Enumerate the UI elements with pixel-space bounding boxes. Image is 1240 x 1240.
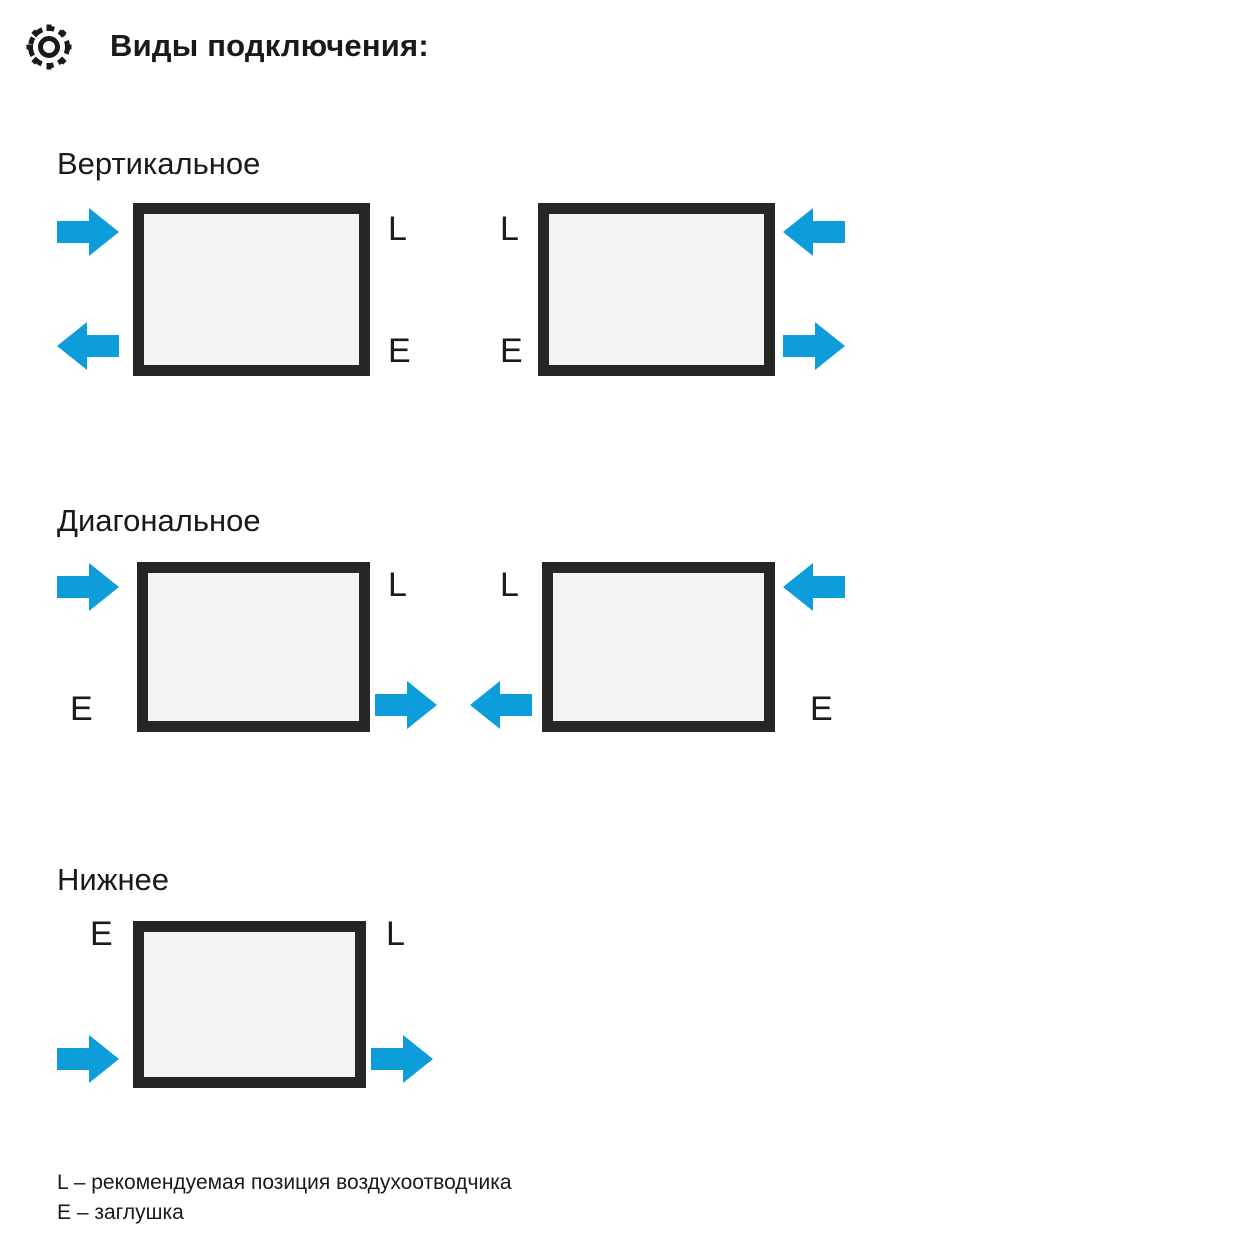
section-title-bottom: Нижнее <box>57 862 170 897</box>
arrow-outflow-diagonal-right-bottom <box>470 681 532 729</box>
marker-vertical-right-bottom: E <box>500 332 523 370</box>
arrow-outflow-vertical-right-bottom <box>783 322 845 370</box>
legend <box>57 1168 512 1228</box>
arrow-inflow-vertical-right-top <box>783 208 845 256</box>
legend-line-air-vent: L – рекомендуемая позиция воздухоотводчика <box>57 1171 512 1194</box>
radiator-vertical-right <box>538 203 775 376</box>
marker-diagonal-right-top: L <box>500 566 519 604</box>
radiator-vertical-left <box>133 203 370 376</box>
marker-vertical-left-bottom: E <box>388 332 411 370</box>
radiator-bottom-single <box>133 921 366 1088</box>
radiator-diagonal-left <box>137 562 370 732</box>
marker-vertical-left-top: L <box>388 210 407 248</box>
arrow-outflow-bottom-right <box>371 1035 433 1083</box>
marker-vertical-right-top: L <box>500 210 519 248</box>
header <box>0 0 1240 96</box>
arrow-inflow-bottom-left <box>57 1035 119 1083</box>
marker-bottom-left: E <box>90 915 113 953</box>
section-title-diagonal: Диагональное <box>57 503 261 538</box>
marker-bottom-right: L <box>386 915 405 953</box>
section-title-vertical: Вертикальное <box>57 146 261 181</box>
arrow-inflow-diagonal-right-top <box>783 563 845 611</box>
gear-icon <box>22 20 76 74</box>
legend-line-plug: E – заглушка <box>57 1201 184 1224</box>
page-title: Виды подключения: <box>110 28 429 63</box>
arrow-outflow-vertical-left-bottom <box>57 322 119 370</box>
arrow-inflow-diagonal-left-top <box>57 563 119 611</box>
radiator-diagonal-right <box>542 562 775 732</box>
marker-diagonal-right-bottom: E <box>810 690 833 728</box>
marker-diagonal-left-bottom: E <box>70 690 93 728</box>
arrow-inflow-vertical-left-top <box>57 208 119 256</box>
arrow-outflow-diagonal-left-bottom <box>375 681 437 729</box>
marker-diagonal-left-top: L <box>388 566 407 604</box>
